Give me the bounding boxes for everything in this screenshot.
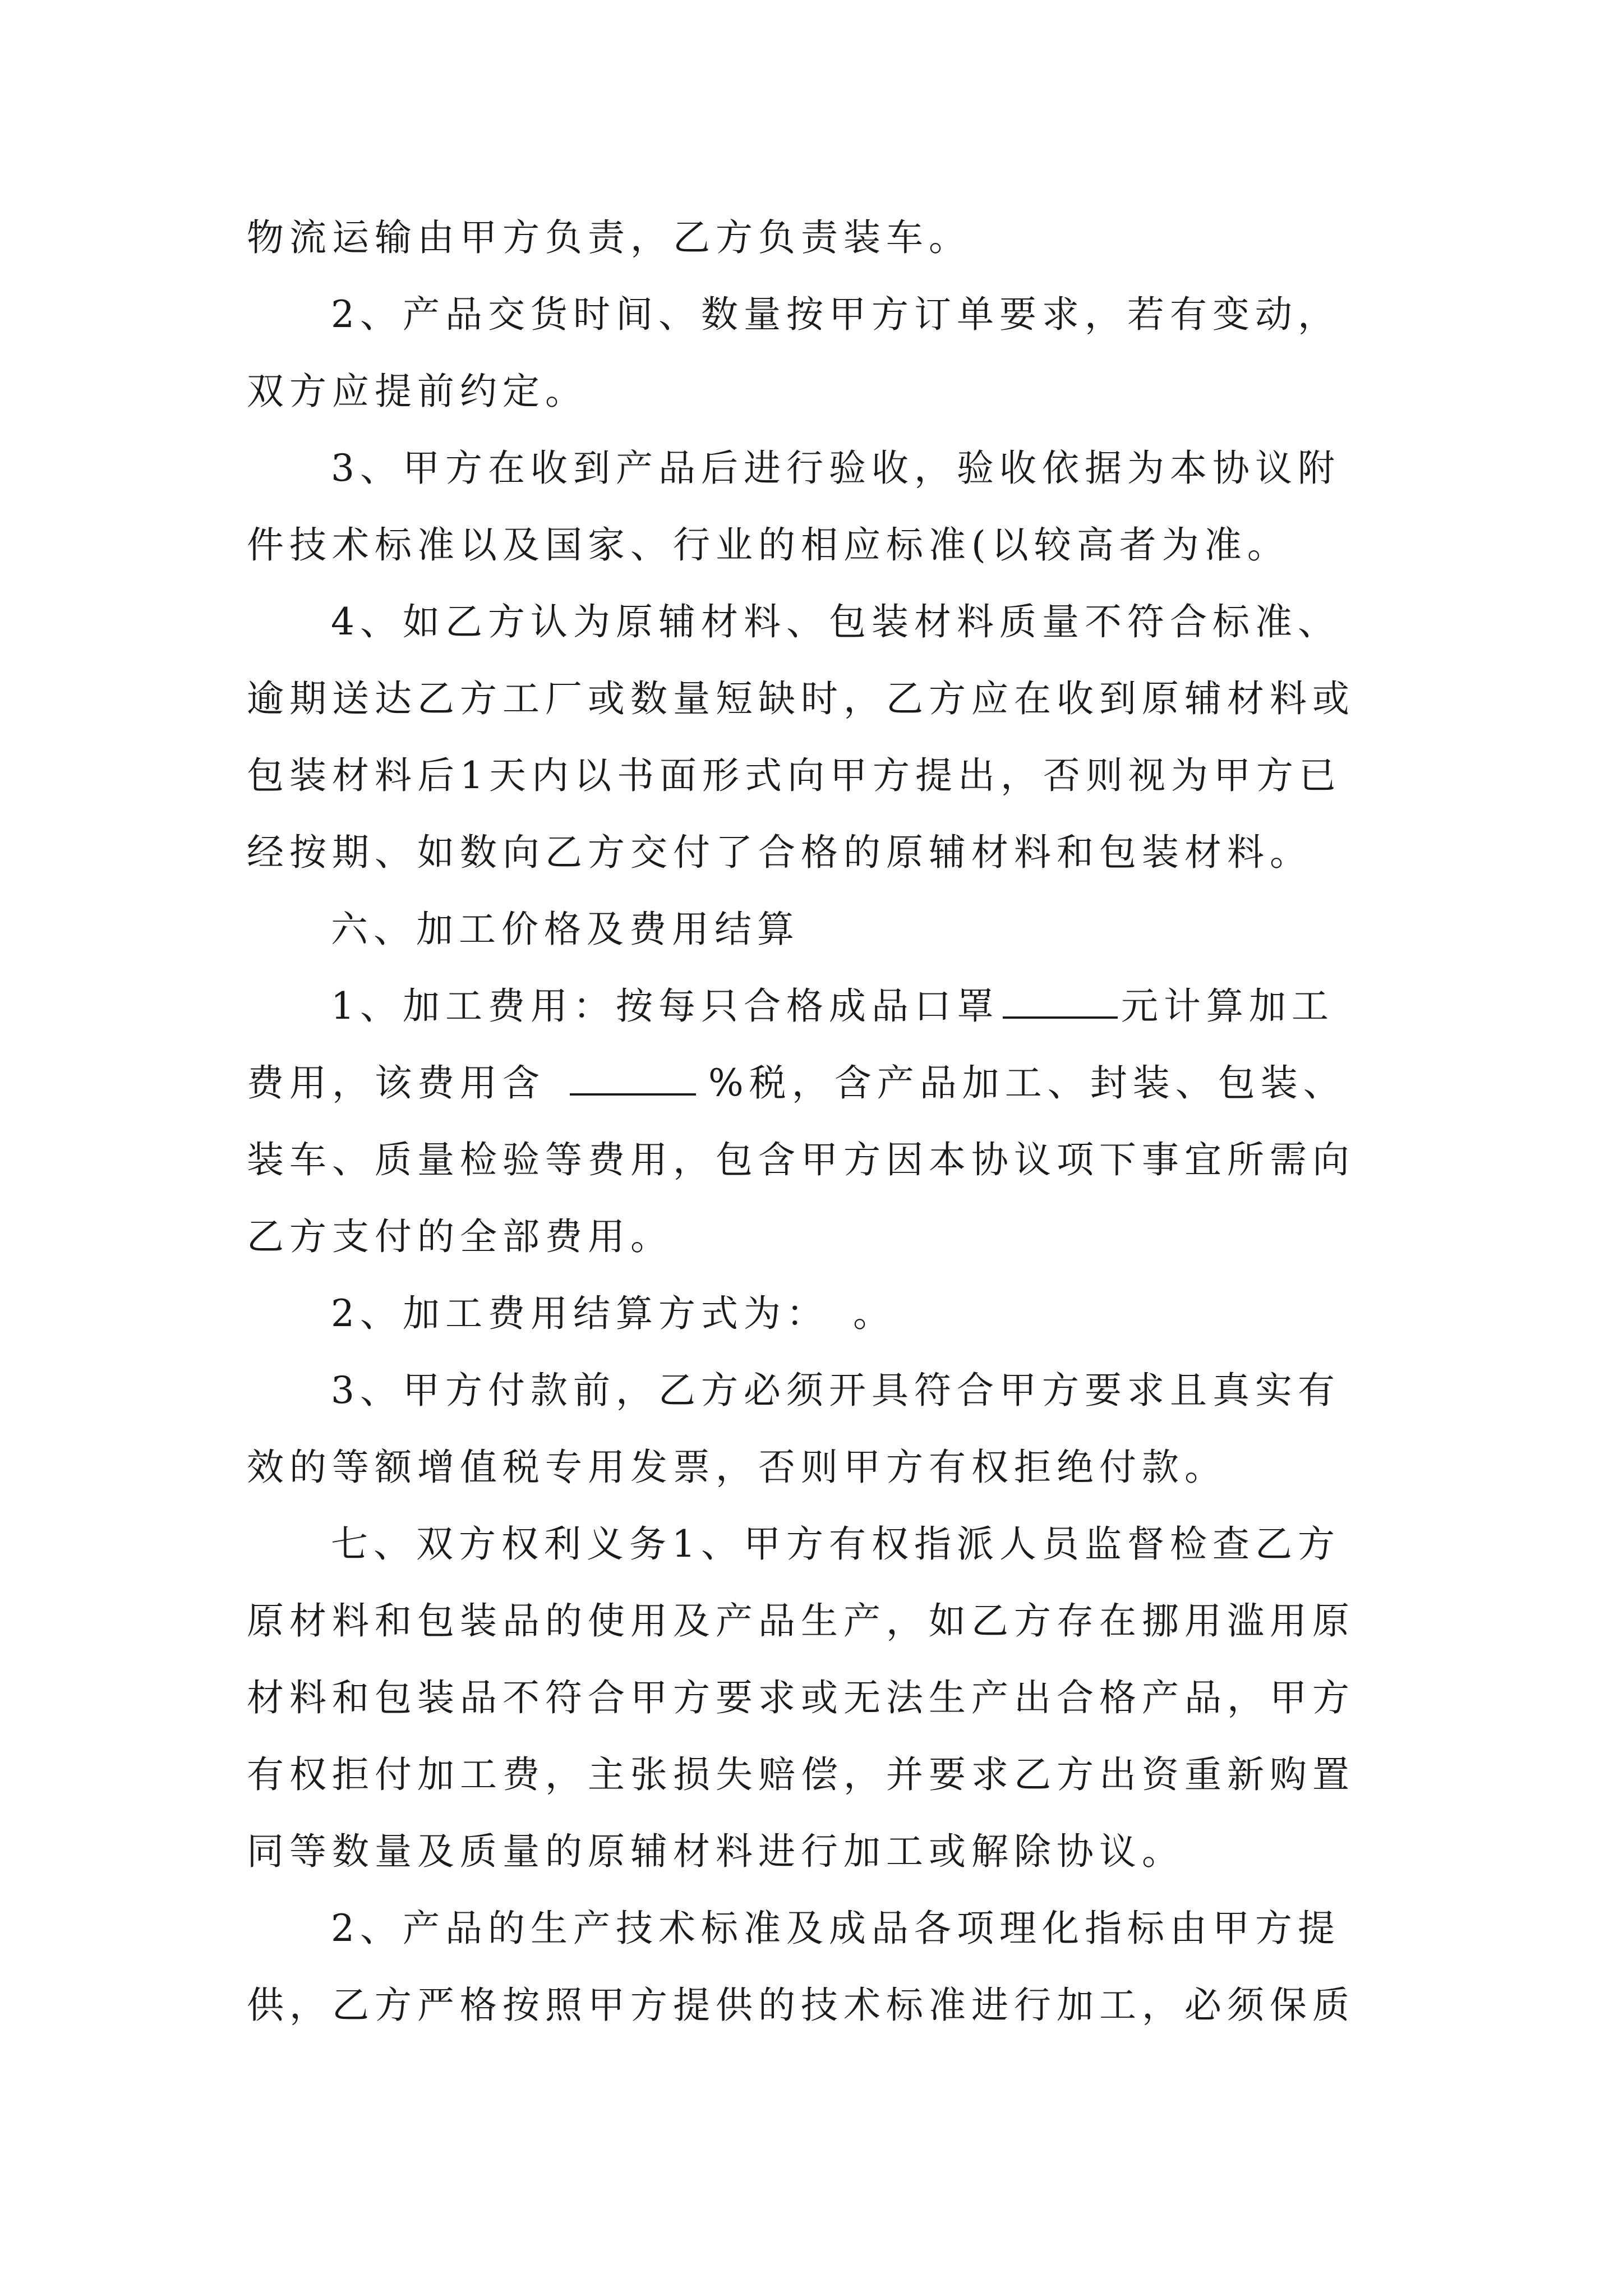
fee-amount-blank (1003, 982, 1118, 1019)
paragraph-line: 供，乙方严格按照甲方提供的技术标准进行加工，必须保质 (247, 1984, 1355, 2027)
section-heading: 六、加工价格及费用结算 (331, 908, 800, 951)
paragraph-line: 3、甲方在收到产品后进行验收，验收依据为本协议附 (331, 447, 1340, 490)
paragraph-line: 经按期、如数向乙方交付了合格的原辅材料和包装材料。 (247, 831, 1312, 874)
paragraph-line: 4、如乙方认为原辅材料、包装材料质量不符合标准、 (331, 600, 1340, 643)
paragraph-line: 原材料和包装品的使用及产品生产，如乙方存在挪用滥用原 (247, 1599, 1355, 1642)
fee-text-before: 1、加工费用：按每只合格成品口罩 (331, 984, 999, 1028)
paragraph-line: 2、加工费用结算方式为： 。 (331, 1292, 896, 1335)
paragraph-line: 乙方支付的全部费用。 (247, 1215, 673, 1258)
paragraph-line: 2、产品的生产技术标准及成品各项理化指标由甲方提 (331, 1907, 1340, 1950)
paragraph-line: 同等数量及质量的原辅材料进行加工或解除协议。 (247, 1830, 1184, 1873)
paragraph-line: 2、产品交货时间、数量按甲方订单要求，若有变动， (331, 293, 1340, 336)
tax-line (247, 1045, 1388, 1121)
paragraph-line: 件技术标准以及国家、行业的相应标准(以较高者为准。 (247, 523, 1290, 567)
paragraph-line: 效的等额增值税专用发票，否则甲方有权拒绝付款。 (247, 1446, 1227, 1489)
paragraph-line: 装车、质量检验等费用，包含甲方因本协议项下事宜所需向 (247, 1138, 1355, 1181)
paragraph-line: 3、甲方付款前，乙方必须开具符合甲方要求且真实有 (331, 1369, 1340, 1412)
paragraph-line: 物流运输由甲方负责，乙方负责装车。 (247, 216, 971, 259)
paragraph-line: 包装材料后1天内以书面形式向甲方提出，否则视为甲方已 (247, 754, 1341, 797)
document-body (247, 199, 1388, 2044)
paragraph-line: 材料和包装品不符合甲方要求或无法生产出合格产品，甲方 (247, 1676, 1355, 1719)
tax-text-after: %税，含产品加工、封装、包装、 (708, 1061, 1346, 1105)
paragraph-line: 有权拒付加工费，主张损失赔偿，并要求乙方出资重新购置 (247, 1753, 1355, 1796)
fee-line (247, 968, 1388, 1045)
tax-text-before: 费用，该费用含 (247, 1061, 545, 1105)
paragraph-line: 逾期送达乙方工厂或数量短缺时，乙方应在收到原辅材料或 (247, 677, 1355, 720)
paragraph-line: 双方应提前约定。 (247, 370, 588, 413)
fee-text-after: 元计算加工 (1121, 984, 1334, 1028)
section-heading-line: 七、双方权利义务1、甲方有权指派人员监督检查乙方 (331, 1522, 1340, 1566)
tax-rate-blank (570, 1059, 696, 1096)
